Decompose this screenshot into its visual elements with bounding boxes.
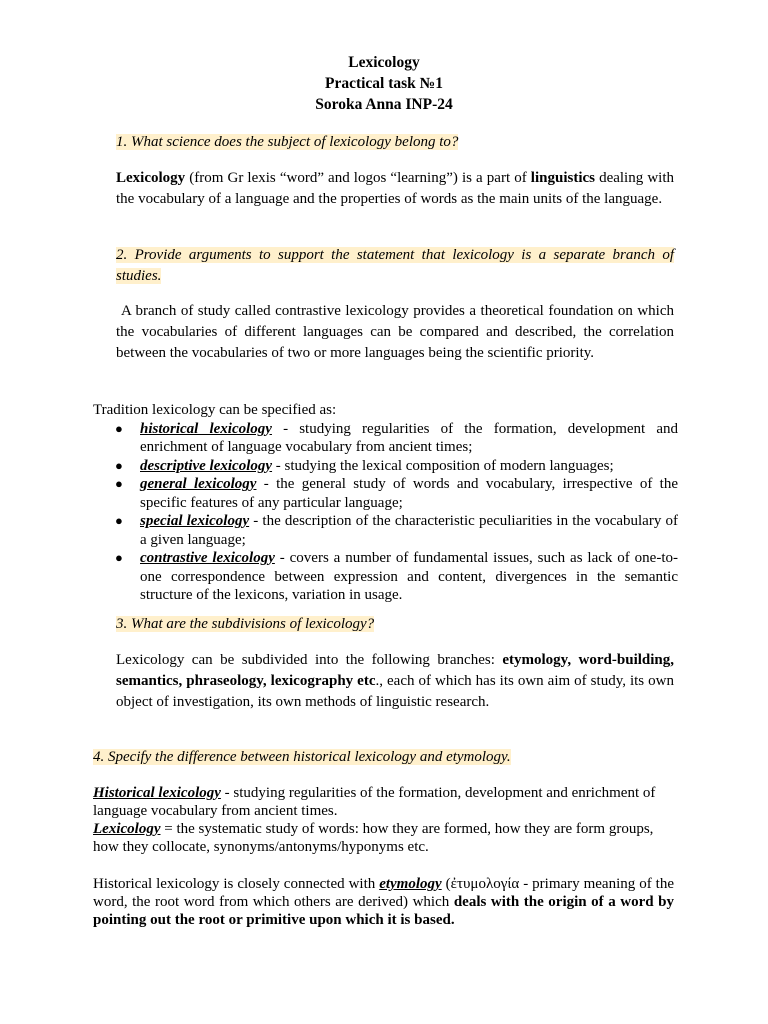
answer-3 — [116, 650, 674, 713]
list-item — [93, 457, 678, 476]
answer-3-text-b: ., each of which has its own aim of study, its own object of investigation, its own methods of linguistic research. — [116, 673, 674, 710]
term-historical-lexicology-def: Historical lexicology — [93, 785, 221, 801]
list-item — [93, 549, 678, 605]
term-lexicology-def: Lexicology — [93, 821, 161, 837]
answer-4-definitions — [93, 784, 678, 856]
term-description: - the general study of words and vocabulary, irrespective of the specific features of any particular language; — [140, 476, 678, 511]
bullet: ● — [115, 476, 123, 491]
lexicology-definition — [93, 820, 678, 856]
historical-lexicology-definition — [93, 784, 678, 820]
question-2 — [116, 245, 674, 287]
term-contrastive-lexicology: contrastive lexicology — [140, 550, 275, 566]
list-item — [93, 512, 678, 549]
term-special-lexicology: special lexicology — [140, 513, 250, 529]
document-header — [0, 52, 768, 115]
bullet: ● — [115, 513, 123, 528]
term-general-lexicology: general lexicology — [140, 476, 257, 492]
definition-text: = the systematic study of words: how they are formed, how they are form groups, how they collocate, synonyms/antonyms/hyponyms etc. — [93, 821, 654, 855]
question-2-text: 2. Provide arguments to support the statement that lexicology is a separate branch of studies. — [116, 247, 674, 284]
answer-1-text-b: dealing with the vocabulary of a language and the properties of words as the main units of the language. — [116, 170, 674, 207]
answer-2-text: A branch of study called contrastive lexicology provides a theoretical foundation on which the vocabularies of different languages can be compared and described, the correlation between the vocabularies of two or more languages being the scientific priority. — [116, 303, 674, 361]
tradition-intro: Tradition lexicology can be specified as: — [93, 402, 337, 418]
definition-text: - studying regularities of the formation, development and enrichment of language vocabulary from ancient times. — [93, 785, 656, 819]
answer-4-bold-conclusion: deals with the origin of a word by pointing out the root or primitive upon which it is based. — [93, 894, 675, 928]
term-description: - studying the lexical composition of modern languages; — [272, 457, 614, 474]
answer-4-text-a: Historical lexicology is closely connected with — [93, 876, 380, 892]
term-historical-lexicology: historical lexicology — [140, 420, 272, 437]
bullet: ● — [115, 550, 123, 565]
question-1-text: 1. What science does the subject of lexicology belong to? — [116, 134, 459, 150]
answer-3-bold-branches: etymology, word-building, semantics, phraseology, lexicography etc — [116, 652, 674, 689]
question-3-text: 3. What are the subdivisions of lexicology? — [116, 616, 375, 632]
question-1 — [116, 132, 676, 153]
answer-2 — [116, 301, 674, 364]
tradition-section — [93, 401, 678, 605]
list-item — [93, 475, 678, 512]
term-descriptive-lexicology: descriptive lexicology — [140, 457, 273, 474]
list-item — [93, 420, 678, 457]
author-line: Soroka Anna INP-24 — [315, 96, 453, 113]
tradition-list — [93, 420, 678, 605]
bullet: ● — [115, 457, 123, 473]
document-title: Lexicology — [348, 54, 420, 71]
term-description: - covers a number of fundamental issues, such as lack of one-to-one correspondence between expression and content, divergences in the semantic structure of the lexicons, variation in usage. — [140, 550, 678, 603]
answer-4-paragraph — [93, 875, 674, 929]
answer-4-text-b: (ἐτυμολογία - primary meaning of the word, the root word from which others are derived) which — [93, 876, 674, 910]
answer-1 — [116, 168, 674, 210]
answer-1-bold-linguistics: linguistics — [530, 170, 595, 186]
answer-1-bold-lexicology: Lexicology — [116, 170, 186, 186]
answer-3-text-a: Lexicology can be subdivided into the following branches: — [116, 652, 503, 668]
term-description: - studying regularities of the formation, development and enrichment of language vocabulary from ancient times; — [140, 420, 678, 455]
question-4 — [93, 747, 678, 768]
question-4-text: 4. Specify the difference between historical lexicology and etymology. — [93, 749, 511, 765]
term-etymology: etymology — [379, 876, 442, 892]
question-3 — [116, 614, 676, 635]
task-title: Practical task №1 — [324, 75, 444, 92]
bullet: ● — [115, 420, 123, 436]
answer-1-text-a: (from Gr lexis “word” and logos “learning”) is a part of — [185, 170, 531, 186]
term-description: - the description of the characteristic peculiarities in the vocabulary of a given language; — [140, 513, 678, 548]
